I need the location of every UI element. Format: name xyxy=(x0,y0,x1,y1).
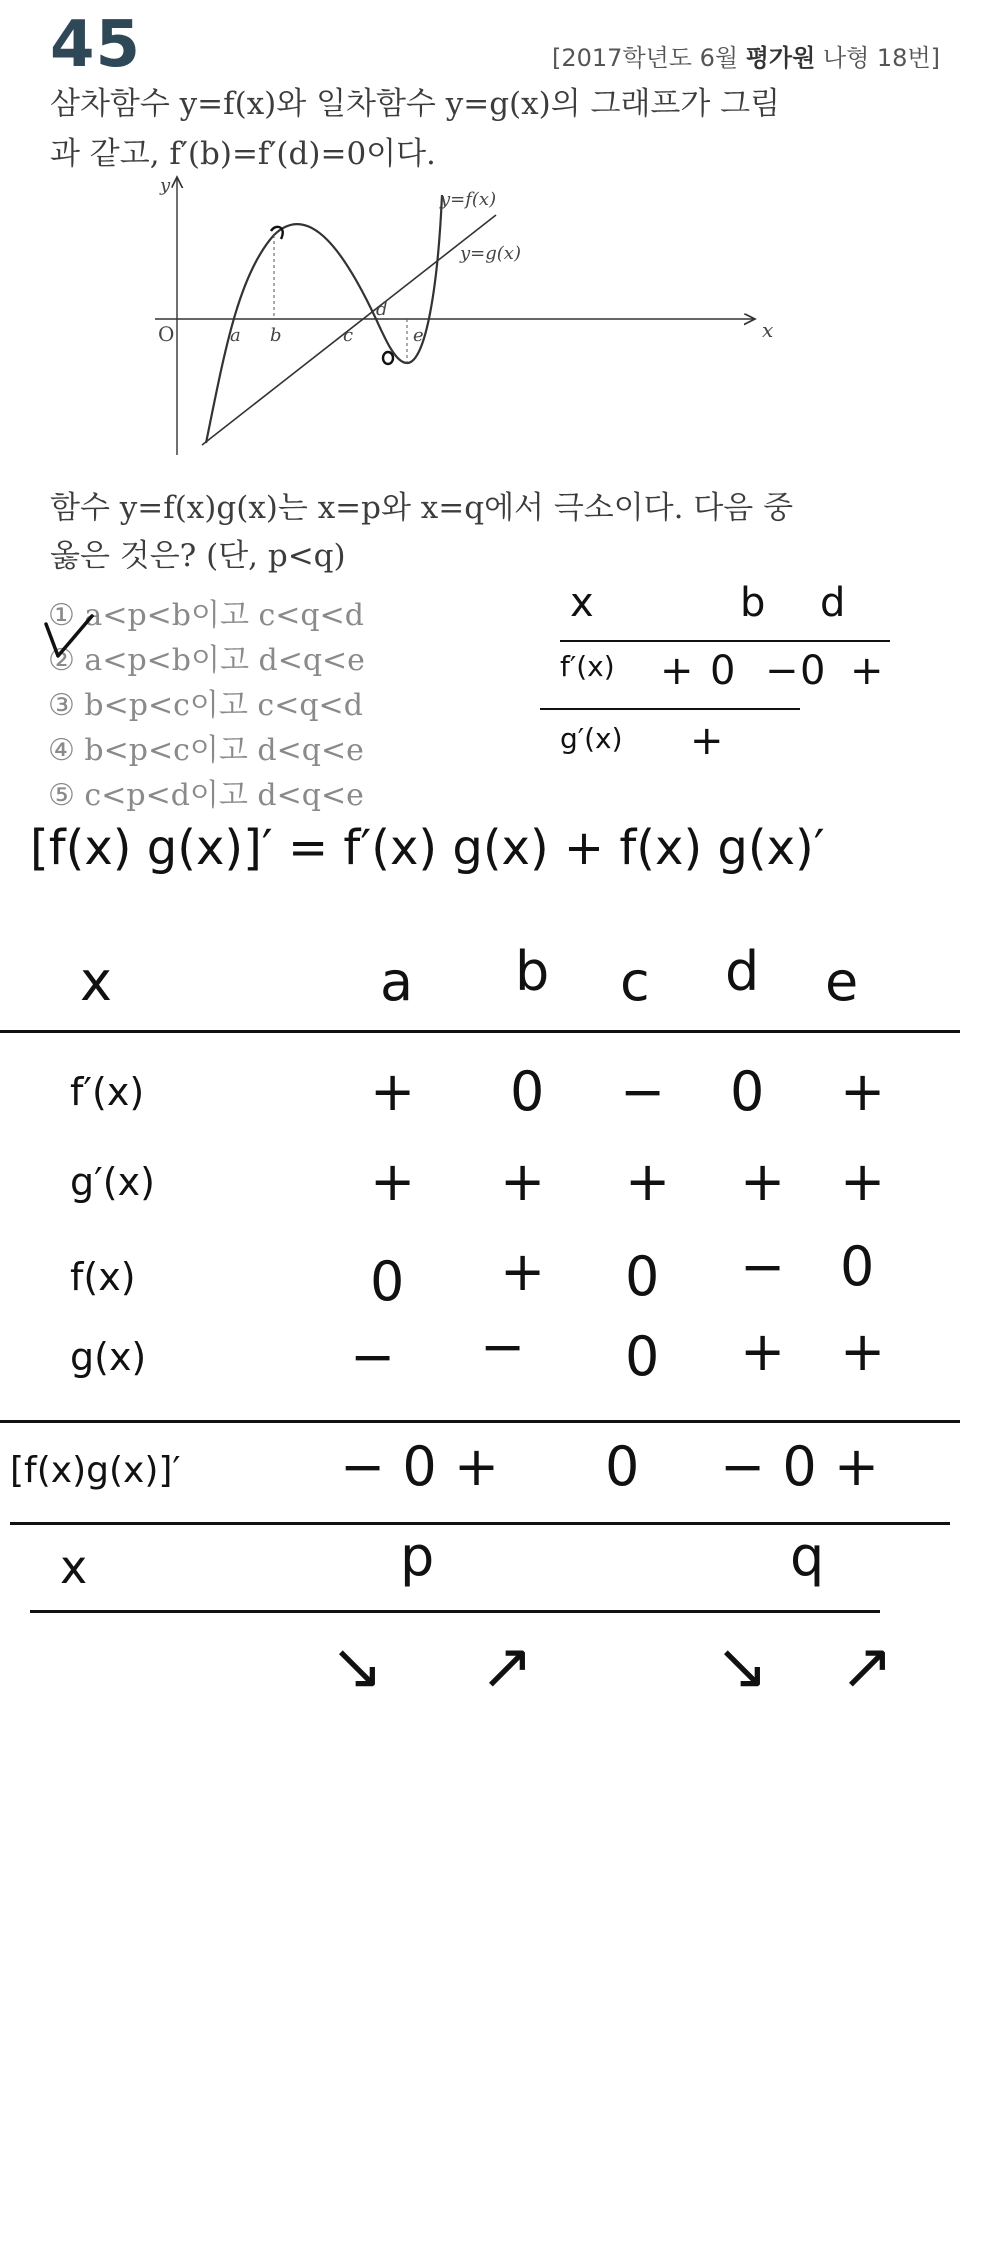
label-g-line: y=g(x) xyxy=(460,243,521,264)
cell: − xyxy=(480,1315,526,1378)
small-row1-cell: 0 xyxy=(710,648,736,694)
check-mark-icon xyxy=(40,612,100,668)
label-c: c xyxy=(343,325,354,346)
label-f-curve: y=f(x) xyxy=(440,189,497,210)
arrow-up-icon: ↗ xyxy=(480,1630,534,1704)
small-row1-cell: − xyxy=(765,648,799,694)
big-head-a: a xyxy=(380,950,414,1013)
small-table xyxy=(540,580,900,810)
question-source: [2017학년도 6월 평가원 나형 18번] xyxy=(552,44,940,72)
cell: − xyxy=(620,1060,666,1123)
origin-label: O xyxy=(158,322,175,346)
cell: 0 xyxy=(625,1325,660,1388)
label-e: e xyxy=(413,325,424,346)
cell: + xyxy=(840,1320,886,1383)
cell: 0 xyxy=(510,1060,545,1123)
cell: − 0 + xyxy=(340,1435,500,1498)
sign-table xyxy=(0,930,1000,2240)
big-divider-top xyxy=(0,1030,960,1033)
y-axis-label: y xyxy=(160,175,171,196)
problem-line-2: 과 같고, f′(b)=f′(d)=0이다. xyxy=(50,136,436,172)
x-axis-label: x xyxy=(762,318,774,342)
cell: 0 xyxy=(840,1235,875,1298)
problem-line-3: 함수 y=f(x)g(x)는 x=p와 x=q에서 극소이다. 다음 중 xyxy=(50,490,794,526)
arrow-down-icon: ↘ xyxy=(330,1630,384,1704)
choice-1[interactable]: ① a<p<b이고 c<q<d xyxy=(48,598,364,633)
row-gprime-label: g′(x) xyxy=(70,1160,155,1204)
arrow-down-icon: ↘ xyxy=(715,1630,769,1704)
row-x-label: x xyxy=(60,1540,88,1594)
cell-q: q xyxy=(790,1525,825,1588)
big-head-b: b xyxy=(515,940,550,1003)
cell: + xyxy=(840,1150,886,1213)
cell: + xyxy=(370,1060,416,1123)
label-a: a xyxy=(230,325,241,346)
row-f-label: f(x) xyxy=(70,1255,136,1299)
cell: − 0 + xyxy=(720,1435,880,1498)
big-head-d: d xyxy=(725,940,760,1003)
derivative-formula: [f(x) g(x)]′ = f′(x) g(x) + f(x) g(x)′ xyxy=(30,820,825,876)
min-point-mark xyxy=(383,352,393,364)
small-head-x: x xyxy=(570,580,594,626)
label-b: b xyxy=(270,325,282,346)
cell: + xyxy=(370,1150,416,1213)
cell: 0 xyxy=(605,1435,640,1498)
choice-4[interactable]: ④ b<p<c이고 d<q<e xyxy=(48,733,364,768)
cell: 0 xyxy=(730,1060,765,1123)
big-head-x: x xyxy=(80,950,112,1013)
choice-2[interactable]: ② a<p<b이고 d<q<e xyxy=(48,643,365,678)
small-row1-label: f′(x) xyxy=(560,650,615,683)
cell: 0 xyxy=(370,1250,405,1313)
small-divider xyxy=(560,640,890,642)
problem-line-1: 삼차함수 y=f(x)와 일차함수 y=g(x)의 그래프가 그림 xyxy=(50,86,781,122)
arrow-up-icon: ↗ xyxy=(840,1630,894,1704)
choice-5[interactable]: ⑤ c<p<d이고 d<q<e xyxy=(48,778,364,813)
row-g-label: g(x) xyxy=(70,1335,147,1379)
cell: + xyxy=(840,1060,886,1123)
cell: + xyxy=(500,1150,546,1213)
big-divider-mid xyxy=(0,1420,960,1423)
big-head-e: e xyxy=(825,950,859,1013)
cell: + xyxy=(740,1150,786,1213)
small-row1-cell: + xyxy=(660,648,694,694)
row-fprime-label: f′(x) xyxy=(70,1070,145,1114)
cell: + xyxy=(625,1150,671,1213)
cell: − xyxy=(740,1235,786,1298)
question-number: 45 xyxy=(50,8,142,82)
cell-p: p xyxy=(400,1525,435,1588)
cell: + xyxy=(740,1320,786,1383)
small-row2-label: g′(x) xyxy=(560,722,623,755)
big-divider-bottom xyxy=(30,1610,880,1613)
row-product-label: [f(x)g(x)]′ xyxy=(10,1450,181,1491)
small-head-d: d xyxy=(820,580,846,626)
cell: − xyxy=(350,1325,396,1388)
cell: + xyxy=(500,1240,546,1303)
label-d: d xyxy=(376,299,388,320)
small-row1-cell: 0 xyxy=(800,648,826,694)
small-divider-2 xyxy=(540,708,800,710)
big-head-c: c xyxy=(620,950,650,1013)
choice-3[interactable]: ③ b<p<c이고 c<q<d xyxy=(48,688,363,723)
cell: 0 xyxy=(625,1245,660,1308)
problem-line-4: 옳은 것은? (단, p<q) xyxy=(50,538,346,574)
small-head-b: b xyxy=(740,580,766,626)
small-row2-cell: + xyxy=(690,718,724,764)
function-graph xyxy=(150,165,790,465)
small-row1-cell: + xyxy=(850,648,884,694)
